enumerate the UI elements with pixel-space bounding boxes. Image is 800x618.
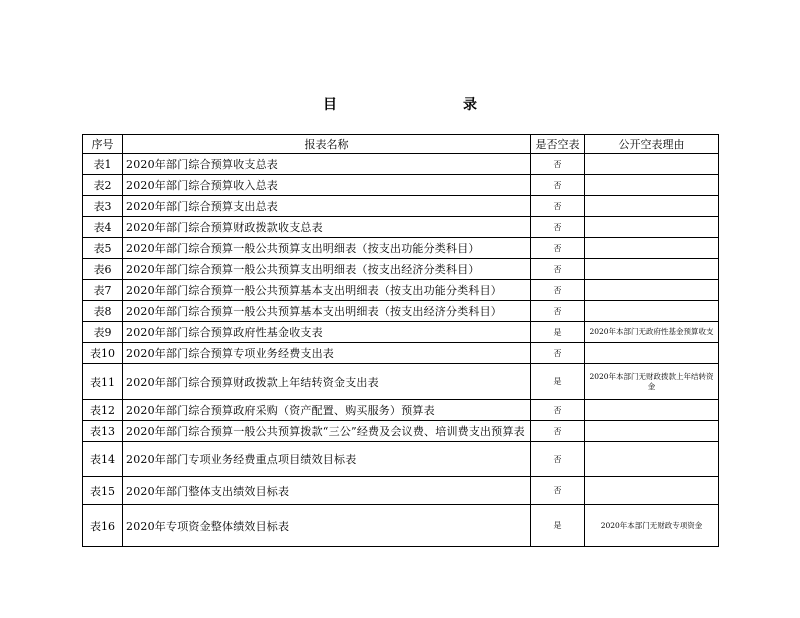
table-row [83, 400, 719, 421]
row-seq: 表9 [83, 322, 123, 343]
row-name: 2020年部门综合预算财政拨款上年结转资金支出表 [123, 364, 531, 400]
row-empty: 否 [531, 477, 585, 505]
row-name: 2020年部门综合预算专项业务经费支出表 [123, 343, 531, 364]
header-empty: 是否空表 [531, 135, 585, 154]
row-reason [585, 280, 719, 301]
row-reason [585, 400, 719, 421]
table-row [83, 477, 719, 505]
row-reason [585, 196, 719, 217]
row-seq: 表7 [83, 280, 123, 301]
row-empty: 否 [531, 280, 585, 301]
row-empty: 否 [531, 343, 585, 364]
row-reason [585, 301, 719, 322]
table-row [83, 280, 719, 301]
row-name: 2020年部门综合预算收入总表 [123, 175, 531, 196]
title-char-1: 目 [323, 97, 337, 113]
header-seq: 序号 [83, 135, 123, 154]
row-reason [585, 154, 719, 175]
row-seq: 表16 [83, 505, 123, 547]
row-name: 2020年部门综合预算支出总表 [123, 196, 531, 217]
row-name: 2020年部门综合预算一般公共预算拨款“三公”经费及会议费、培训费支出预算表 [123, 421, 531, 442]
row-name: 2020年部门综合预算一般公共预算基本支出明细表（按支出功能分类科目） [123, 280, 531, 301]
row-seq: 表5 [83, 238, 123, 259]
row-reason: 2020年本部门无政府性基金预算收支 [585, 322, 719, 343]
row-seq: 表8 [83, 301, 123, 322]
row-name: 2020年部门综合预算一般公共预算支出明细表（按支出经济分类科目） [123, 259, 531, 280]
table-row [83, 175, 719, 196]
table-row [83, 154, 719, 175]
title-char-2: 录 [463, 97, 477, 113]
row-seq: 表1 [83, 154, 123, 175]
row-empty: 否 [531, 175, 585, 196]
row-seq: 表6 [83, 259, 123, 280]
row-name: 2020年部门综合预算一般公共预算基本支出明细表（按支出经济分类科目） [123, 301, 531, 322]
row-empty: 否 [531, 196, 585, 217]
row-seq: 表3 [83, 196, 123, 217]
row-name: 2020年部门综合预算财政拨款收支总表 [123, 217, 531, 238]
row-seq: 表14 [83, 442, 123, 477]
table-row [83, 217, 719, 238]
row-reason: 2020年本部门无财政专项资金 [585, 505, 719, 547]
row-reason [585, 259, 719, 280]
row-reason [585, 175, 719, 196]
row-seq: 表15 [83, 477, 123, 505]
row-name: 2020年部门综合预算一般公共预算支出明细表（按支出功能分类科目） [123, 238, 531, 259]
row-reason [585, 343, 719, 364]
table-row [83, 421, 719, 442]
row-seq: 表10 [83, 343, 123, 364]
row-reason: 2020年本部门无财政拨款上年结转资金 [585, 364, 719, 400]
row-empty: 否 [531, 421, 585, 442]
table-row [83, 505, 719, 547]
row-empty: 否 [531, 154, 585, 175]
table-row [83, 343, 719, 364]
row-reason [585, 442, 719, 477]
header-name: 报表名称 [123, 135, 531, 154]
row-reason [585, 238, 719, 259]
header-reason: 公开空表理由 [585, 135, 719, 154]
catalog-table [82, 134, 719, 547]
row-empty: 否 [531, 400, 585, 421]
row-empty: 是 [531, 322, 585, 343]
row-empty: 是 [531, 364, 585, 400]
row-name: 2020年专项资金整体绩效目标表 [123, 505, 531, 547]
row-seq: 表12 [83, 400, 123, 421]
row-name: 2020年部门综合预算收支总表 [123, 154, 531, 175]
row-empty: 否 [531, 442, 585, 477]
row-name: 2020年部门综合预算政府采购（资产配置、购买服务）预算表 [123, 400, 531, 421]
row-seq: 表11 [83, 364, 123, 400]
table-row [83, 322, 719, 343]
table-row [83, 196, 719, 217]
row-reason [585, 421, 719, 442]
table-row [83, 364, 719, 400]
row-name: 2020年部门整体支出绩效目标表 [123, 477, 531, 505]
row-empty: 否 [531, 259, 585, 280]
row-name: 2020年部门综合预算政府性基金收支表 [123, 322, 531, 343]
row-seq: 表13 [83, 421, 123, 442]
row-reason [585, 217, 719, 238]
table-row [83, 301, 719, 322]
row-seq: 表4 [83, 217, 123, 238]
row-empty: 是 [531, 505, 585, 547]
row-seq: 表2 [83, 175, 123, 196]
table-row [83, 238, 719, 259]
row-empty: 否 [531, 217, 585, 238]
page-title [0, 94, 800, 114]
row-empty: 否 [531, 301, 585, 322]
table-row [83, 259, 719, 280]
header-row [83, 135, 719, 154]
row-name: 2020年部门专项业务经费重点项目绩效目标表 [123, 442, 531, 477]
table-row [83, 442, 719, 477]
row-reason [585, 477, 719, 505]
row-empty: 否 [531, 238, 585, 259]
